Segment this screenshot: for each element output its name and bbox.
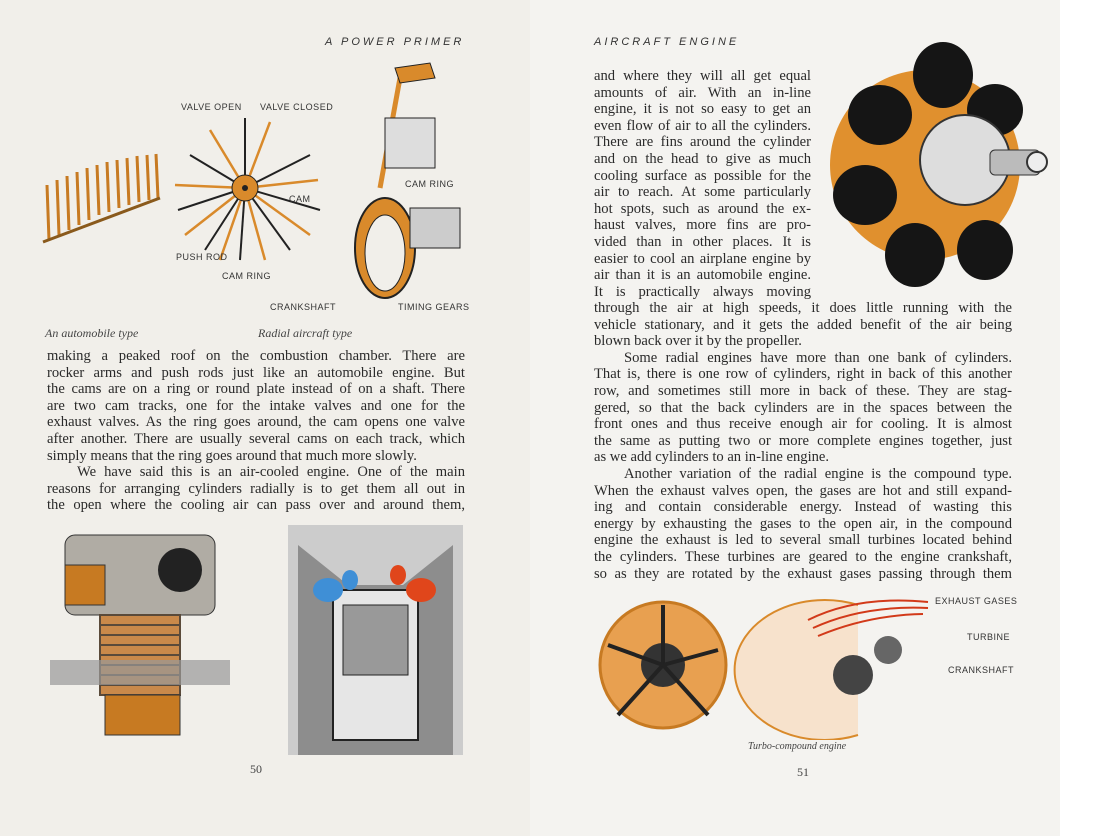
label-valve-open: VALVE OPEN xyxy=(181,102,242,112)
text-line: hot spots, such as around the ex- xyxy=(594,200,811,217)
text-line: That is, there is one row of cylinders, right in back of this another xyxy=(594,366,1012,383)
label-push-rod: PUSH ROD xyxy=(176,252,228,262)
text-line: so as they are rotated by the exhaust gases passing through them xyxy=(594,565,1012,582)
text-line: air to reach. At some particularly xyxy=(594,184,811,201)
caption-radial-type: Radial aircraft type xyxy=(258,326,353,340)
text-line: gered, so that the back cylinders are in the spaces between the xyxy=(594,399,1012,416)
text-line: There are fins around the cylinder xyxy=(594,134,811,151)
text-line: the open where the cooling air can pass over and around them, xyxy=(47,497,465,514)
label-cam-ring: CAM RING xyxy=(405,179,454,189)
text-line: amounts of air. With an in-line xyxy=(594,84,811,101)
page-number: 51 xyxy=(797,765,809,779)
text-line: easier to cool an airplane engine by xyxy=(594,250,811,267)
text-line: It is practically always moving xyxy=(594,283,811,300)
running-head: A POWER PRIMER xyxy=(325,36,465,48)
text-line: making a peaked roof on the combustion chamber. There are xyxy=(47,348,465,364)
text-line: We have said this is an air-cooled engine. One of the main xyxy=(77,464,465,481)
text-line: vehicle stationary, and it gets the added benefit of the air being xyxy=(594,316,1012,333)
text-line: vided than in other places. It is xyxy=(594,234,811,250)
text-line: and on the head to give as much xyxy=(594,151,811,167)
text-line: engine, it is not so easy to get an xyxy=(594,101,811,118)
text-line: even flow of air to all the cylinders. xyxy=(594,117,811,134)
text-line: blown back over it by the propeller. xyxy=(594,333,802,350)
automobile-valve-illustration xyxy=(35,150,165,250)
radial-cam-illustration xyxy=(170,110,330,270)
text-line: and where they will all get equal xyxy=(594,68,811,84)
text-line: are two cam tracks, one for the intake valves and one for the xyxy=(47,397,465,414)
text-line: as we add cylinders to an in-line engine. xyxy=(594,449,830,466)
text-line: the cams are on a ring or round plate instead of on a shaft. There xyxy=(47,381,465,398)
label-crankshaft: CRANKSHAFT xyxy=(948,665,1015,675)
caption-turbo-compound: Turbo-compound engine xyxy=(748,741,847,752)
text-line: air than it is an automobile engine. xyxy=(594,267,811,284)
text-line: Another variation of the radial engine is the compound type. xyxy=(624,466,1012,482)
label-turbine: TURBINE xyxy=(967,632,1011,642)
text-line: simply means that the ring goes around that much more slowly. xyxy=(47,447,417,464)
text-line: When the exhaust valves open, the gases are hot and still expand- xyxy=(594,482,1012,499)
label-cam-ring: CAM RING xyxy=(222,271,271,281)
caption-automobile-type: An automobile type xyxy=(45,326,139,340)
text-line: haust valves, more fins are pro- xyxy=(594,217,811,234)
text-line: front ones and thus receive enough air for cooling. It is almost xyxy=(594,416,1012,433)
text-line: engine the exhaust is led to several small turbines located behind xyxy=(594,532,1012,549)
text-line: after another. There are usually several cams on each track, which xyxy=(47,431,465,447)
right-page xyxy=(530,0,1060,836)
left-page xyxy=(0,0,530,836)
text-line: rocker arms and push rods just like an automobile engine. But xyxy=(47,364,465,381)
radial-engine-illustration xyxy=(825,40,1050,290)
text-line: cooling surface as possible for the xyxy=(594,167,811,184)
text-line: exhaust valves. As the ring goes around, the cam opens one valve xyxy=(47,414,465,431)
page-number: 50 xyxy=(250,762,262,776)
text-line: through the air at high speeds, it does little running with the xyxy=(594,300,1012,316)
cylinder-cutaway-pistons-illustration xyxy=(288,525,463,755)
text-line: row, and sometimes still more in back of these. They are stag- xyxy=(594,383,1012,399)
turbo-compound-illustration xyxy=(598,590,948,740)
label-timing-gears: TIMING GEARS xyxy=(398,302,470,312)
text-line: reasons for arranging cylinders radially is to get them all out in xyxy=(47,480,465,497)
text-line: ing and contain considerable energy. Instead of wasting this xyxy=(594,499,1012,516)
text-line: the same as putting two or more complete engines together, just xyxy=(594,432,1012,449)
text-line: the cylinders. These turbines are geared to the engine crankshaft, xyxy=(594,549,1012,565)
label-exhaust-gases: EXHAUST GASES xyxy=(935,596,1018,606)
label-valve-closed: VALVE CLOSED xyxy=(260,102,334,112)
cylinder-exterior-illustration xyxy=(50,525,230,750)
label-crankshaft: CRANKSHAFT xyxy=(270,302,337,312)
text-line: energy by exhausting the gases to the open air, in the compound xyxy=(594,515,1012,532)
running-head: AIRCRAFT ENGINE xyxy=(594,36,740,48)
label-cam: CAM xyxy=(289,194,311,204)
text-line: Some radial engines have more than one bank of cylinders. xyxy=(624,349,1012,366)
